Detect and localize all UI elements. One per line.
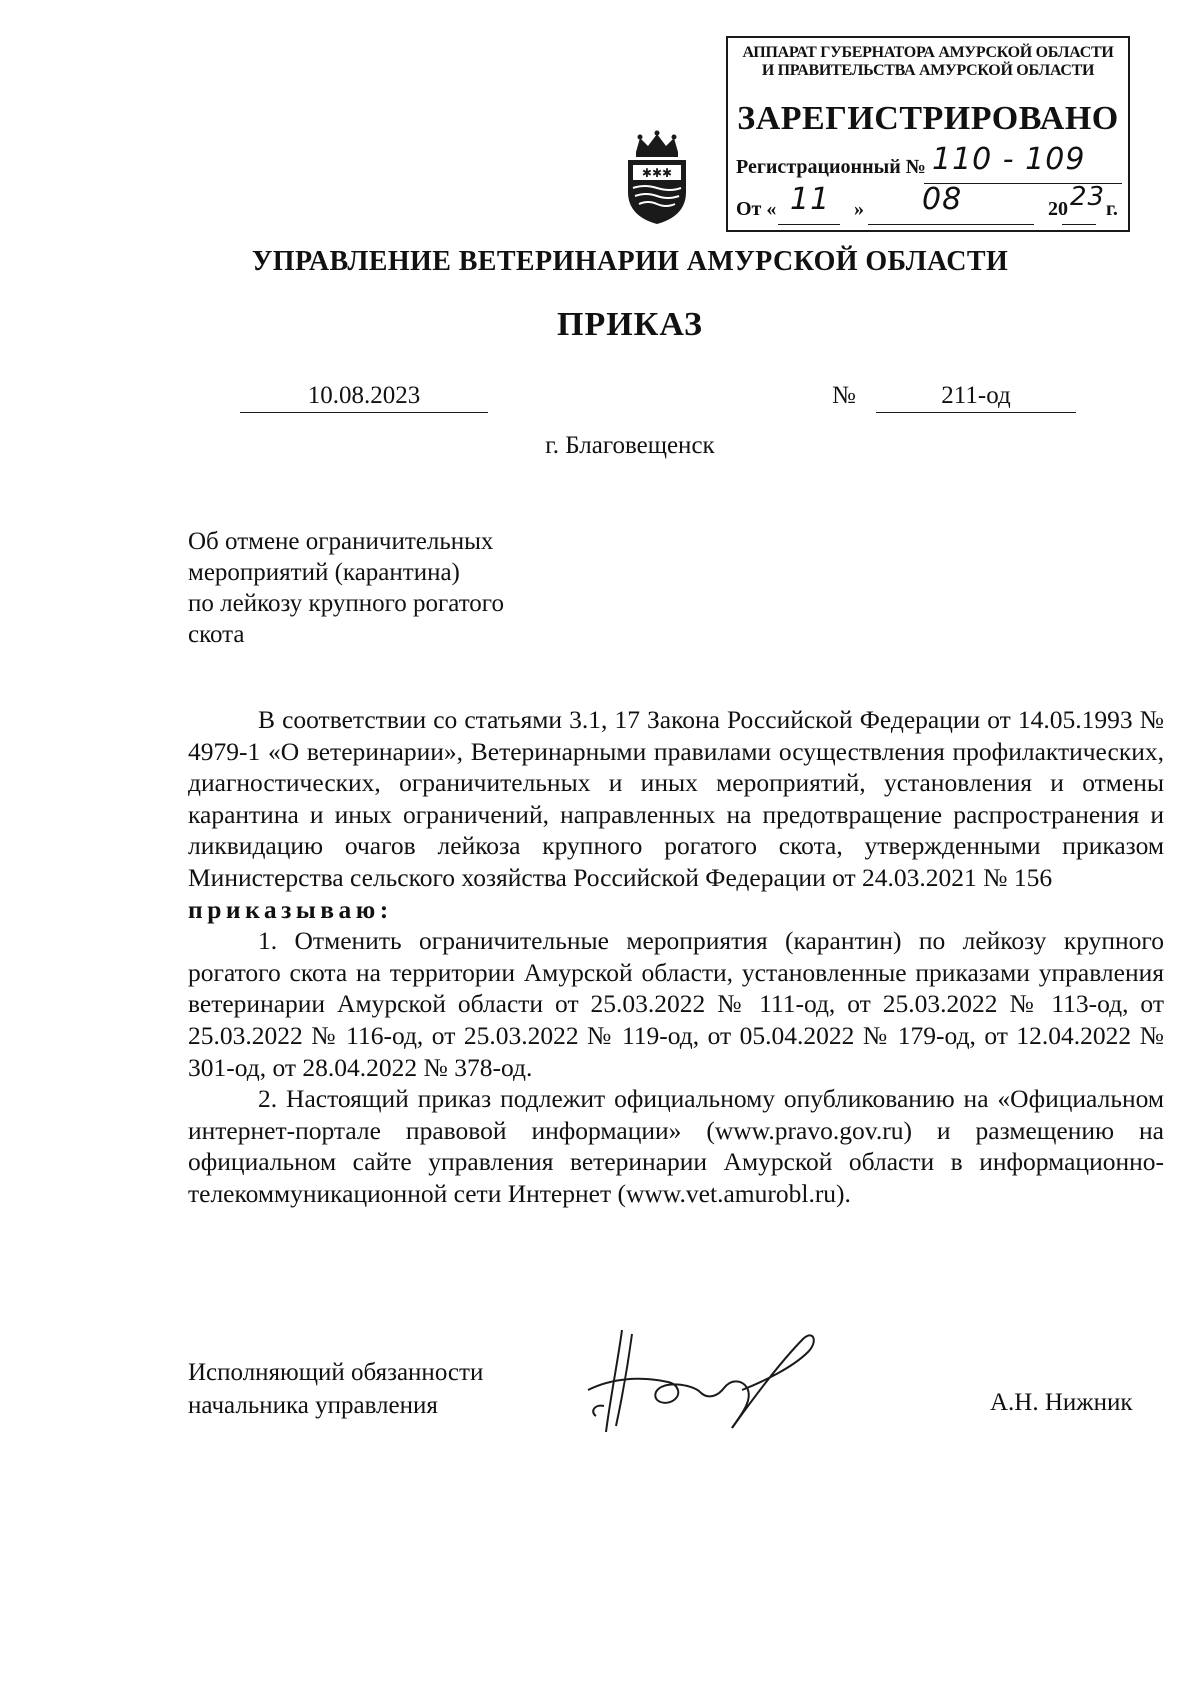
document-type: ПРИКАЗ xyxy=(557,306,703,343)
stamp-org-line1: АППАРАТ ГУБЕРНАТОРА АМУРСКОЙ ОБЛАСТИ xyxy=(742,44,1114,61)
subject-line: скота xyxy=(188,621,245,648)
order-item-1: 1. Отменить ограничительные мероприятия (карантин) по лейкозу крупного рогатого скота на территории Амурской области, установленные приказами управления ветеринарии Амурской области от 25.03.2022 № 111-од, от 25.03.2022 № 113-од, от 25.03.2022 № 116-од, от 25.03.2022 № 119-од, от 05.04.2022 № 179-од, от 12.04.2022 № 301-од, от 28.04.2022 № 378-од. xyxy=(188,926,1164,1082)
signatory-position-line: Исполняющий обязанности xyxy=(188,1359,484,1386)
city: г. Благовещенск xyxy=(545,432,715,459)
department-title: УПРАВЛЕНИЕ ВЕТЕРИНАРИИ АМУРСКОЙ ОБЛАСТИ xyxy=(251,246,1009,277)
stamp-month: 08 xyxy=(922,182,963,217)
preamble-paragraph: В соответствии со статьями 3.1, 17 Закона Российской Федерации от 14.05.1993 № 4979-1 «О ветеринарии», Ветеринарными правилами осуществления профилактических, диагностических, ограничительных и иных мероприятий, установления и отмены карантина и иных ограничений, направленных на предотвращение распространения и ликвидацию очагов лейкоза крупного рогатого скота, утвержденными приказом Министерства сельского хозяйства Российской Федерации от 24.03.2021 № 156 xyxy=(188,705,1164,892)
document-body xyxy=(188,704,1164,1210)
document-subject xyxy=(188,526,588,650)
stamp-date-prefix: От « xyxy=(736,198,777,220)
stamp-year-unit: г. xyxy=(1106,198,1118,220)
stamp-year-suffix: 23 xyxy=(1070,182,1106,212)
stamp-year-underline xyxy=(1062,224,1096,225)
stamp-year-prefix: 20 xyxy=(1048,198,1068,220)
order-item-2: 2. Настоящий приказ подлежит официальному опубликованию на «Официальном интернет-портале правовой информации» (www.pravo.gov.ru) и размещению на официальном сайте управления ветеринарии Амурской области в информационно-телекоммуникационной сети Интернет (www.vet.amurobl.ru). xyxy=(188,1084,1164,1208)
stamp-day-close: » xyxy=(854,198,864,220)
stamp-reg-number: 110 - 109 xyxy=(932,142,1086,177)
subject-line: мероприятий (карантина) xyxy=(188,559,460,586)
stamp-day: 11 xyxy=(790,182,831,217)
document-date: 10.08.2023 xyxy=(240,382,488,413)
stamp-reg-label: Регистрационный № xyxy=(736,156,926,178)
signatory-position-line: начальника управления xyxy=(188,1392,438,1419)
subject-line: Об отмене ограничительных xyxy=(188,528,494,555)
document-number: 211-од xyxy=(876,382,1076,413)
handwritten-signature xyxy=(582,1320,822,1440)
signatory-name: А.Н. Нижник xyxy=(990,1389,1133,1416)
order-word-paragraph xyxy=(188,894,1164,926)
svg-text:✱✱✱: ✱✱✱ xyxy=(641,166,673,180)
coat-of-arms-icon xyxy=(622,130,692,226)
stamp-reg-row xyxy=(736,142,1086,179)
stamp-date-row xyxy=(736,182,1124,221)
stamp-org-line2: И ПРАВИТЕЛЬСТВА АМУРСКОЙ ОБЛАСТИ xyxy=(761,62,1095,79)
number-sign: № xyxy=(832,382,856,409)
order-word: приказываю: xyxy=(188,894,393,924)
stamp-month-underline xyxy=(868,224,1034,225)
stamp-day-underline xyxy=(778,224,840,225)
stamp-status: ЗАРЕГИСТРИРОВАНО xyxy=(737,100,1119,137)
subject-line: по лейкозу крупного рогатого xyxy=(188,590,504,617)
signatory-position xyxy=(188,1356,548,1422)
registration-stamp xyxy=(726,36,1130,232)
